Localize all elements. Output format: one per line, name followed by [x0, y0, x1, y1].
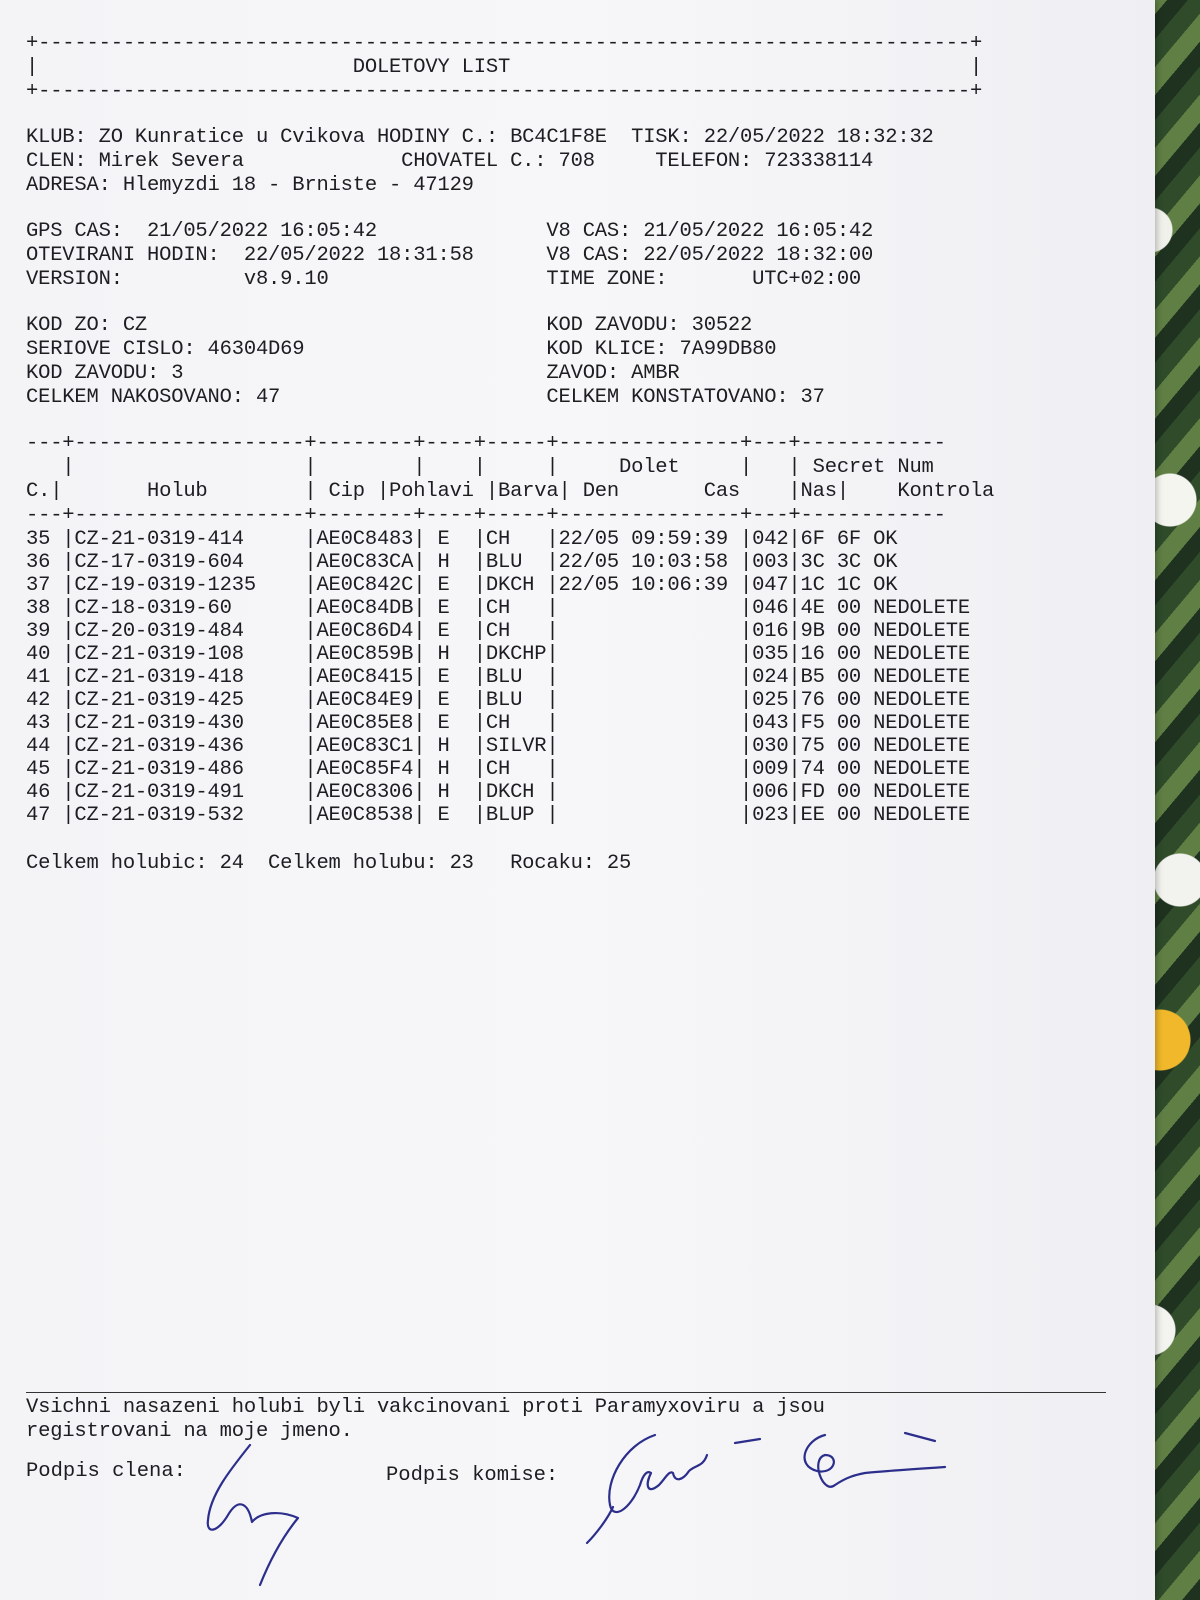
- timing-line-version: VERSION: v8.9.10 TIME ZONE: UTC+02:00: [26, 268, 862, 291]
- table-row: 41 |CZ-21-0319-418 |AE0C8415| E |BLU | |024|B5 00 NEDOLETE: [26, 666, 970, 689]
- committee-signature-label: Podpis komise:: [386, 1464, 559, 1487]
- race-line-totals: CELKEM NAKOSOVANO: 47 CELKEM KONSTATOVANO: 37: [26, 386, 825, 409]
- race-line-serial: SERIOVE CISLO: 46304D69 KOD KLICE: 7A99DB80: [26, 338, 777, 361]
- table-separator-top: ---+-------------------+--------+----+-----+---------------+---+------------: [26, 432, 946, 455]
- table-row: 46 |CZ-21-0319-491 |AE0C8306| H |DKCH | |006|FD 00 NEDOLETE: [26, 781, 970, 804]
- table-row: 44 |CZ-21-0319-436 |AE0C83C1| H |SILVR| |030|75 00 NEDOLETE: [26, 735, 970, 758]
- table-row: 36 |CZ-17-0319-604 |AE0C83CA| H |BLU |22/05 10:03:58 |003|3C 3C OK: [26, 551, 898, 574]
- header-border-bottom: +-----------------------------------------------------------------------------+: [26, 80, 983, 103]
- race-line-race-code: KOD ZAVODU: 3 ZAVOD: AMBR: [26, 362, 680, 385]
- table-row: 39 |CZ-20-0319-484 |AE0C86D4| E |CH | |016|9B 00 NEDOLETE: [26, 620, 970, 643]
- declaration-rule: [26, 1392, 1106, 1393]
- table-row: 38 |CZ-18-0319-60 |AE0C84DB| E |CH | |046|4E 00 NEDOLETE: [26, 597, 970, 620]
- table-row: 43 |CZ-21-0319-430 |AE0C85E8| E |CH | |043|F5 00 NEDOLETE: [26, 712, 970, 735]
- declaration-line-2: registrovani na moje jmeno.: [26, 1420, 353, 1443]
- declaration-line-1: Vsichni nasazeni holubi byli vakcinovani proti Paramyxoviru a jsou: [26, 1396, 825, 1419]
- header-border-top: +-----------------------------------------------------------------------------+: [26, 32, 983, 55]
- totals-line: Celkem holubic: 24 Celkem holubu: 23 Rocaku: 25: [26, 852, 632, 875]
- member-signature-label: Podpis clena:: [26, 1460, 186, 1483]
- timing-line-gps: GPS CAS: 21/05/2022 16:05:42 V8 CAS: 21/05/2022 16:05:42: [26, 220, 874, 243]
- table-header-row-2: C.| Holub | Cip |Pohlavi |Barva| Den Cas |Nas| Kontrola: [26, 480, 995, 503]
- table-row: 37 |CZ-19-0319-1235 |AE0C842C| E |DKCH |22/05 10:06:39 |047|1C 1C OK: [26, 574, 898, 597]
- committee-signature: [585, 1425, 985, 1545]
- table-header-row-1: | | | | | Dolet | | Secret Num: [26, 456, 934, 479]
- table-row: 35 |CZ-21-0319-414 |AE0C8483| E |CH |22/05 09:59:39 |042|6F 6F OK: [26, 528, 898, 551]
- info-line-member: CLEN: Mirek Severa CHOVATEL C.: 708 TELEFON: 723338114: [26, 150, 874, 173]
- member-signature: [190, 1440, 310, 1590]
- info-line-address: ADRESA: Hlemyzdi 18 - Brniste - 47129: [26, 174, 474, 197]
- table-separator-mid: ---+-------------------+--------+----+-----+---------------+---+------------: [26, 504, 946, 527]
- table-row: 42 |CZ-21-0319-425 |AE0C84E9| E |BLU | |025|76 00 NEDOLETE: [26, 689, 970, 712]
- table-row: 40 |CZ-21-0319-108 |AE0C859B| H |DKCHP| |035|16 00 NEDOLETE: [26, 643, 970, 666]
- document-title: | DOLETOVY LIST |: [26, 56, 983, 79]
- timing-line-opening: OTEVIRANI HODIN: 22/05/2022 18:31:58 V8 CAS: 22/05/2022 18:32:00: [26, 244, 874, 267]
- info-line-club: KLUB: ZO Kunratice u Cvikova HODINY C.: BC4C1F8E TISK: 22/05/2022 18:32:32: [26, 126, 934, 149]
- table-row: 47 |CZ-21-0319-532 |AE0C8538| E |BLUP | |023|EE 00 NEDOLETE: [26, 804, 970, 827]
- table-row: 45 |CZ-21-0319-486 |AE0C85F4| H |CH | |009|74 00 NEDOLETE: [26, 758, 970, 781]
- race-line-kod-zo: KOD ZO: CZ KOD ZAVODU: 30522: [26, 314, 753, 337]
